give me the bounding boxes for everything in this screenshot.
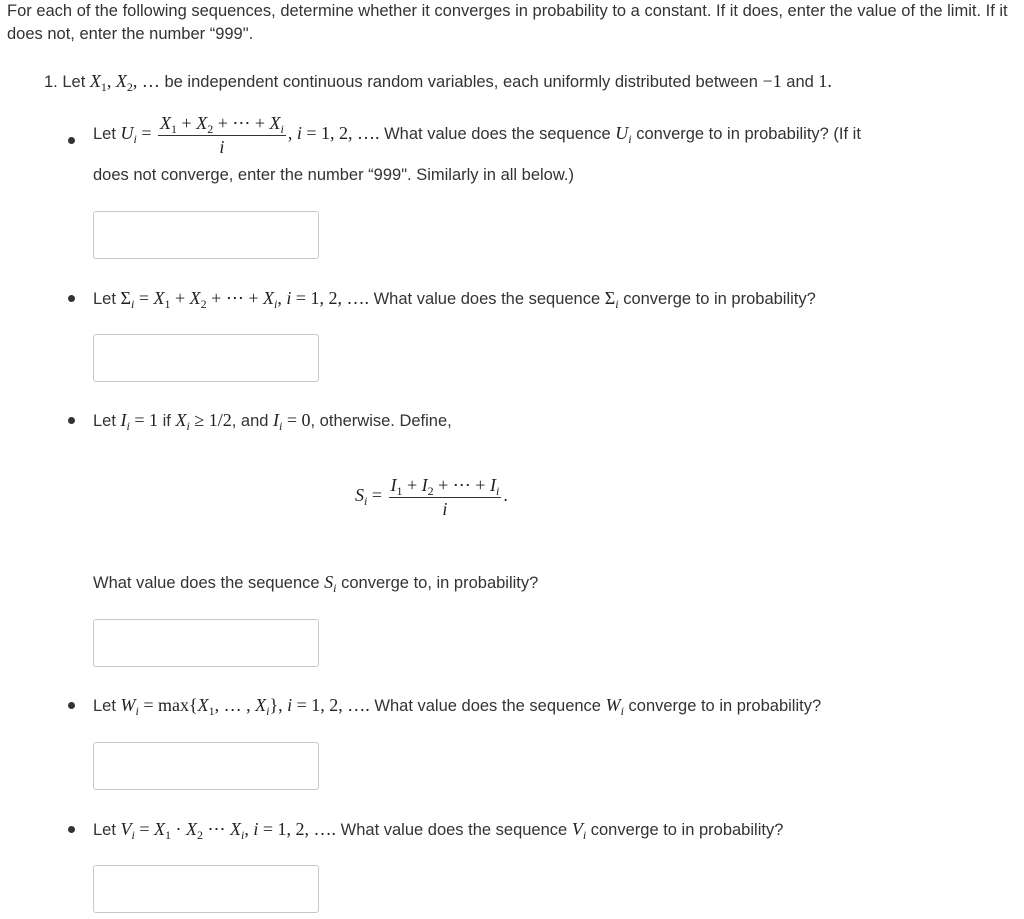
math-s-i: $S_i$ — [324, 572, 337, 595]
fraction-u: $\frac{X_1 + X_2 + \cdots + X_i}{i}$ — [160, 113, 284, 157]
question-1-statement — [44, 69, 832, 94]
math-v-def: $V_i = X_1 \cdot X_2$ ⋯ $X_i$, i = 1, 2, …. — [120, 819, 337, 842]
math-x-sequence: $X_1$, $X_2$, … — [89, 71, 160, 94]
answer-input-u[interactable] — [93, 211, 319, 259]
part-question-text: What value does the sequence — [373, 290, 601, 308]
part-let: Let — [93, 412, 116, 430]
part-question-text: What value does the sequence — [374, 697, 601, 715]
part-question-text: What value does the sequence — [384, 125, 611, 144]
bullet — [68, 295, 75, 302]
part-sigma-statement — [93, 286, 816, 311]
part-i-statement — [93, 408, 452, 433]
part-s-question — [93, 570, 538, 595]
math-u-def: $U_i$ = $\frac{X_1 + X_2 + \cdots + X_i}{i}$ , i = 1, 2, …. — [120, 113, 380, 157]
bullet — [68, 417, 75, 424]
part-and: , and — [231, 412, 269, 430]
answer-input-w[interactable] — [93, 742, 319, 790]
math-w-i: $W_i$ — [605, 695, 624, 718]
question-number: 1. — [44, 73, 58, 91]
part-v-statement — [93, 817, 783, 842]
answer-input-s[interactable] — [93, 619, 319, 667]
question-end-period: . — [827, 71, 832, 91]
part-question-tail: converge to, in probability? — [341, 574, 539, 592]
part-u-line2: does not converge, enter the number “999". Similarly in all below.) — [93, 166, 574, 184]
math-half: 1/2 — [208, 410, 232, 430]
part-otherwise: , otherwise. Define, — [310, 412, 452, 430]
math-i-cond: $X_i \ge 1/2$ — [175, 410, 232, 433]
part-question-tail: converge to in probability? — [623, 290, 816, 308]
answer-input-v[interactable] — [93, 865, 319, 913]
part-question-text: What value does the sequence — [93, 574, 320, 592]
part-u-statement — [93, 112, 861, 158]
fraction-s: $\frac{I_1 + I_2 + \cdots + I_i}{i}$ — [390, 475, 500, 519]
math-upper-bound: 1 — [818, 71, 828, 91]
bullet — [68, 137, 75, 144]
part-let: Let — [93, 125, 116, 144]
math-i-zero: $I_i = 0$ — [273, 410, 311, 433]
part-let: Let — [93, 821, 116, 839]
part-w-statement — [93, 693, 821, 718]
question-let: Let — [62, 73, 86, 91]
part-if: if — [162, 412, 171, 430]
bullet — [68, 826, 75, 833]
part-let: Let — [93, 697, 116, 715]
math-sigma-i: $\Sigma_i$ — [604, 288, 619, 311]
math-w-def: $W_i = \max\{X_1$, … , $X_i$}, i = 1, 2, …. — [120, 695, 370, 718]
part-let: Let — [93, 290, 116, 308]
part-question-tail: converge to in probability? — [590, 821, 784, 839]
bullet — [68, 702, 75, 709]
question-and: and — [786, 73, 814, 91]
math-sigma-def: $\Sigma_i = X_1 + X_2$ + ⋯ + $X_i$, i = 1, 2, …. — [120, 288, 369, 311]
part-question-tail: converge to in probability? (If it — [636, 125, 861, 144]
answer-input-sigma[interactable] — [93, 334, 319, 382]
math-s-def: $S_i$ = $\frac{I_1 + I_2 + \cdots + I_i}{i}$ . — [355, 475, 508, 519]
question-mid-text: be independent continuous random variables, each uniformly distributed between — [164, 73, 758, 91]
part-question-text: What value does the sequence — [340, 821, 568, 839]
part-question-tail: converge to in probability? — [628, 697, 822, 715]
math-i-def: $I_i = 1$ — [120, 410, 159, 433]
math-u-i: $U_i$ — [615, 123, 632, 147]
math-lower-bound: −1 — [762, 71, 782, 91]
math-v-i: $V_i$ — [571, 819, 587, 842]
intro-text: For each of the following sequences, determine whether it converges in probability to a constant. If it does, enter the value of the limit. If it does not, enter the number “999". — [7, 2, 1008, 43]
